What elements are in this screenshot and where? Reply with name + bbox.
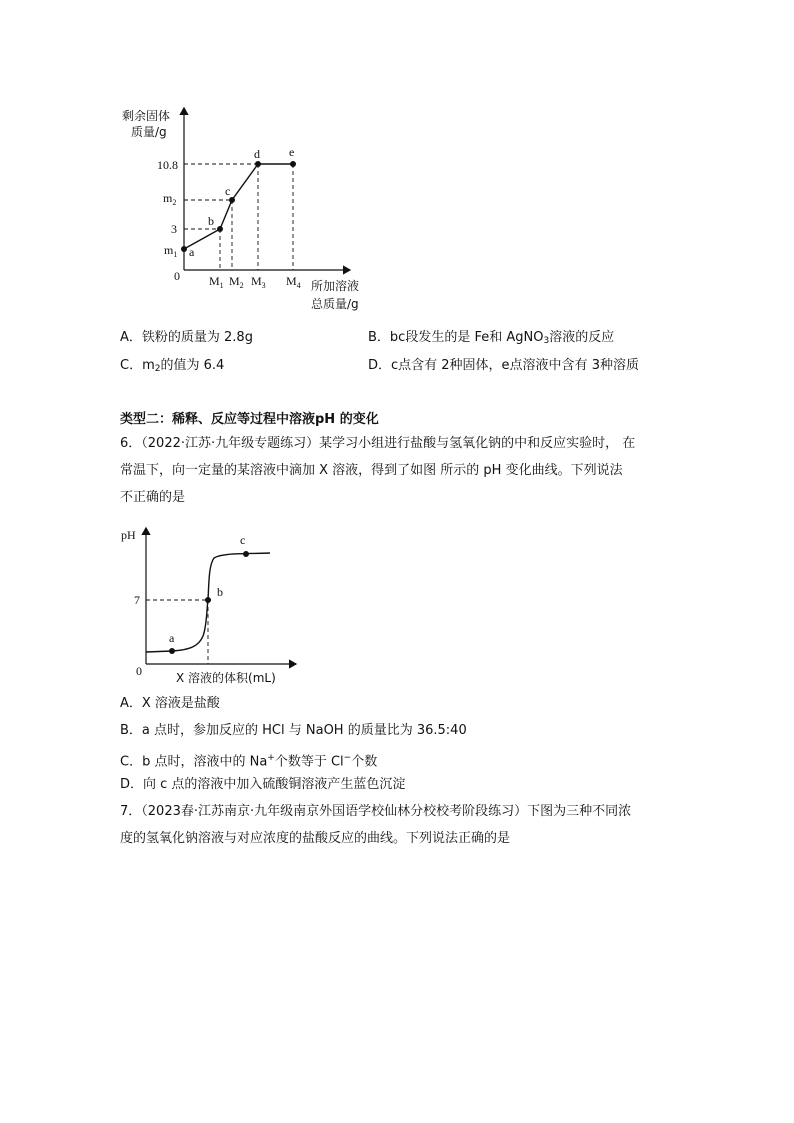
q6-option-c-text2: 个数等于 Cl (274, 754, 344, 770)
ph-y-tick-7: 7 (134, 593, 140, 607)
q6-option-a: A．X 溶液是盐酸 (120, 696, 220, 711)
q6-option-c-sup2: − (343, 753, 352, 763)
q6-line-3: 不正确的是 (120, 490, 186, 505)
solid-mass-graph (0, 0, 794, 330)
point-b (217, 226, 223, 232)
point-d (255, 161, 261, 167)
label-a: a (189, 245, 195, 259)
y-axis-label-line1: 剩余固体 (122, 109, 171, 123)
point-a (181, 246, 187, 252)
x-tick-M2: $M_2$ (229, 274, 244, 290)
q7-line-2: 度的氢氧化钠溶液与对应浓度的盐酸反应的曲线。下列说法正确的是 (120, 831, 511, 846)
q6-option-c (120, 748, 377, 772)
x-tick-M1: $M_1$ (209, 274, 224, 290)
q6-option-c-sup1: + (267, 753, 275, 763)
q5-option-b (368, 328, 614, 351)
q5-option-b-sub: 3 (543, 336, 550, 346)
q7-line-1: 7．（2023春·江苏南京·九年级南京外国语学校仙林分校校考阶段练习）下图为三种不同浓 (120, 804, 632, 819)
y-axis-label-line2: 质量/g (131, 125, 167, 139)
label-b: b (208, 214, 214, 228)
y-tick-m2: $m_2$ (163, 191, 177, 207)
q6-option-d: D．向 c 点的溶液中加入硫酸铜溶液产生蓝色沉淀 (120, 777, 406, 792)
q5-option-c-text: C．m (120, 358, 155, 373)
q5-option-d: D．c点含有 2种固体，e点溶液中含有 3种溶质 (368, 358, 639, 373)
q5-option-c (120, 356, 224, 379)
ph-label-b: b (217, 585, 223, 599)
x-tick-M3: $M_3$ (251, 274, 266, 290)
mass-curve (184, 164, 293, 249)
y-tick-m1: $m_1$ (164, 243, 178, 259)
x-axis-label-line1: 所加溶液 (311, 279, 360, 293)
ph-point-b (205, 597, 211, 603)
ph-point-a (169, 648, 175, 654)
x-tick-M4: $M_4$ (286, 274, 301, 290)
q6-line-2: 常温下，向一定量的某溶液中滴加 X 溶液，得到了如图 所示的 pH 变化曲线。下列说法 (120, 463, 623, 478)
q5-option-a: A．铁粉的质量为 2.8g (120, 330, 253, 345)
q6-option-c-text: C．b 点时，溶液中的 Na (120, 754, 268, 770)
ph-y-label: pH (121, 528, 136, 542)
ph-point-c (243, 551, 249, 557)
origin-label: 0 (174, 269, 180, 283)
q6-line-1: 6．（2022·江苏·九年级专题练习）某学习小组进行盐酸与氢氧化钠的中和反应实验时， 在 (120, 436, 636, 451)
ph-origin: 0 (136, 664, 142, 678)
q6-option-c-text3: 个数 (351, 754, 378, 770)
ph-label-a: a (169, 631, 175, 645)
section-heading: 类型二：稀释、反应等过程中溶液pH 的变化 (120, 412, 379, 427)
y-tick-3: 3 (171, 222, 177, 236)
ph-x-label: X 溶液的体积(mL) (176, 671, 276, 685)
q6-option-b: B．a 点时，参加反应的 HCl 与 NaOH 的质量比为 36.5:40 (120, 723, 467, 738)
q5-option-b-text: B．bc段发生的是 Fe和 AgNO (368, 330, 544, 345)
label-d: d (254, 147, 260, 161)
point-e (290, 161, 296, 167)
label-c: c (225, 184, 231, 198)
ph-label-c: c (240, 533, 246, 547)
q5-option-b-text2: 溶液的反应 (549, 330, 615, 345)
q5-option-c-text2: 的值为 6.4 (160, 358, 225, 373)
ph-curve-graph (0, 520, 794, 690)
x-axis-label-line2: 总质量/g (311, 297, 359, 311)
q5-option-c-sub: 2 (154, 364, 161, 374)
y-tick-10.8: 10.8 (157, 158, 178, 172)
label-e: e (289, 145, 295, 159)
